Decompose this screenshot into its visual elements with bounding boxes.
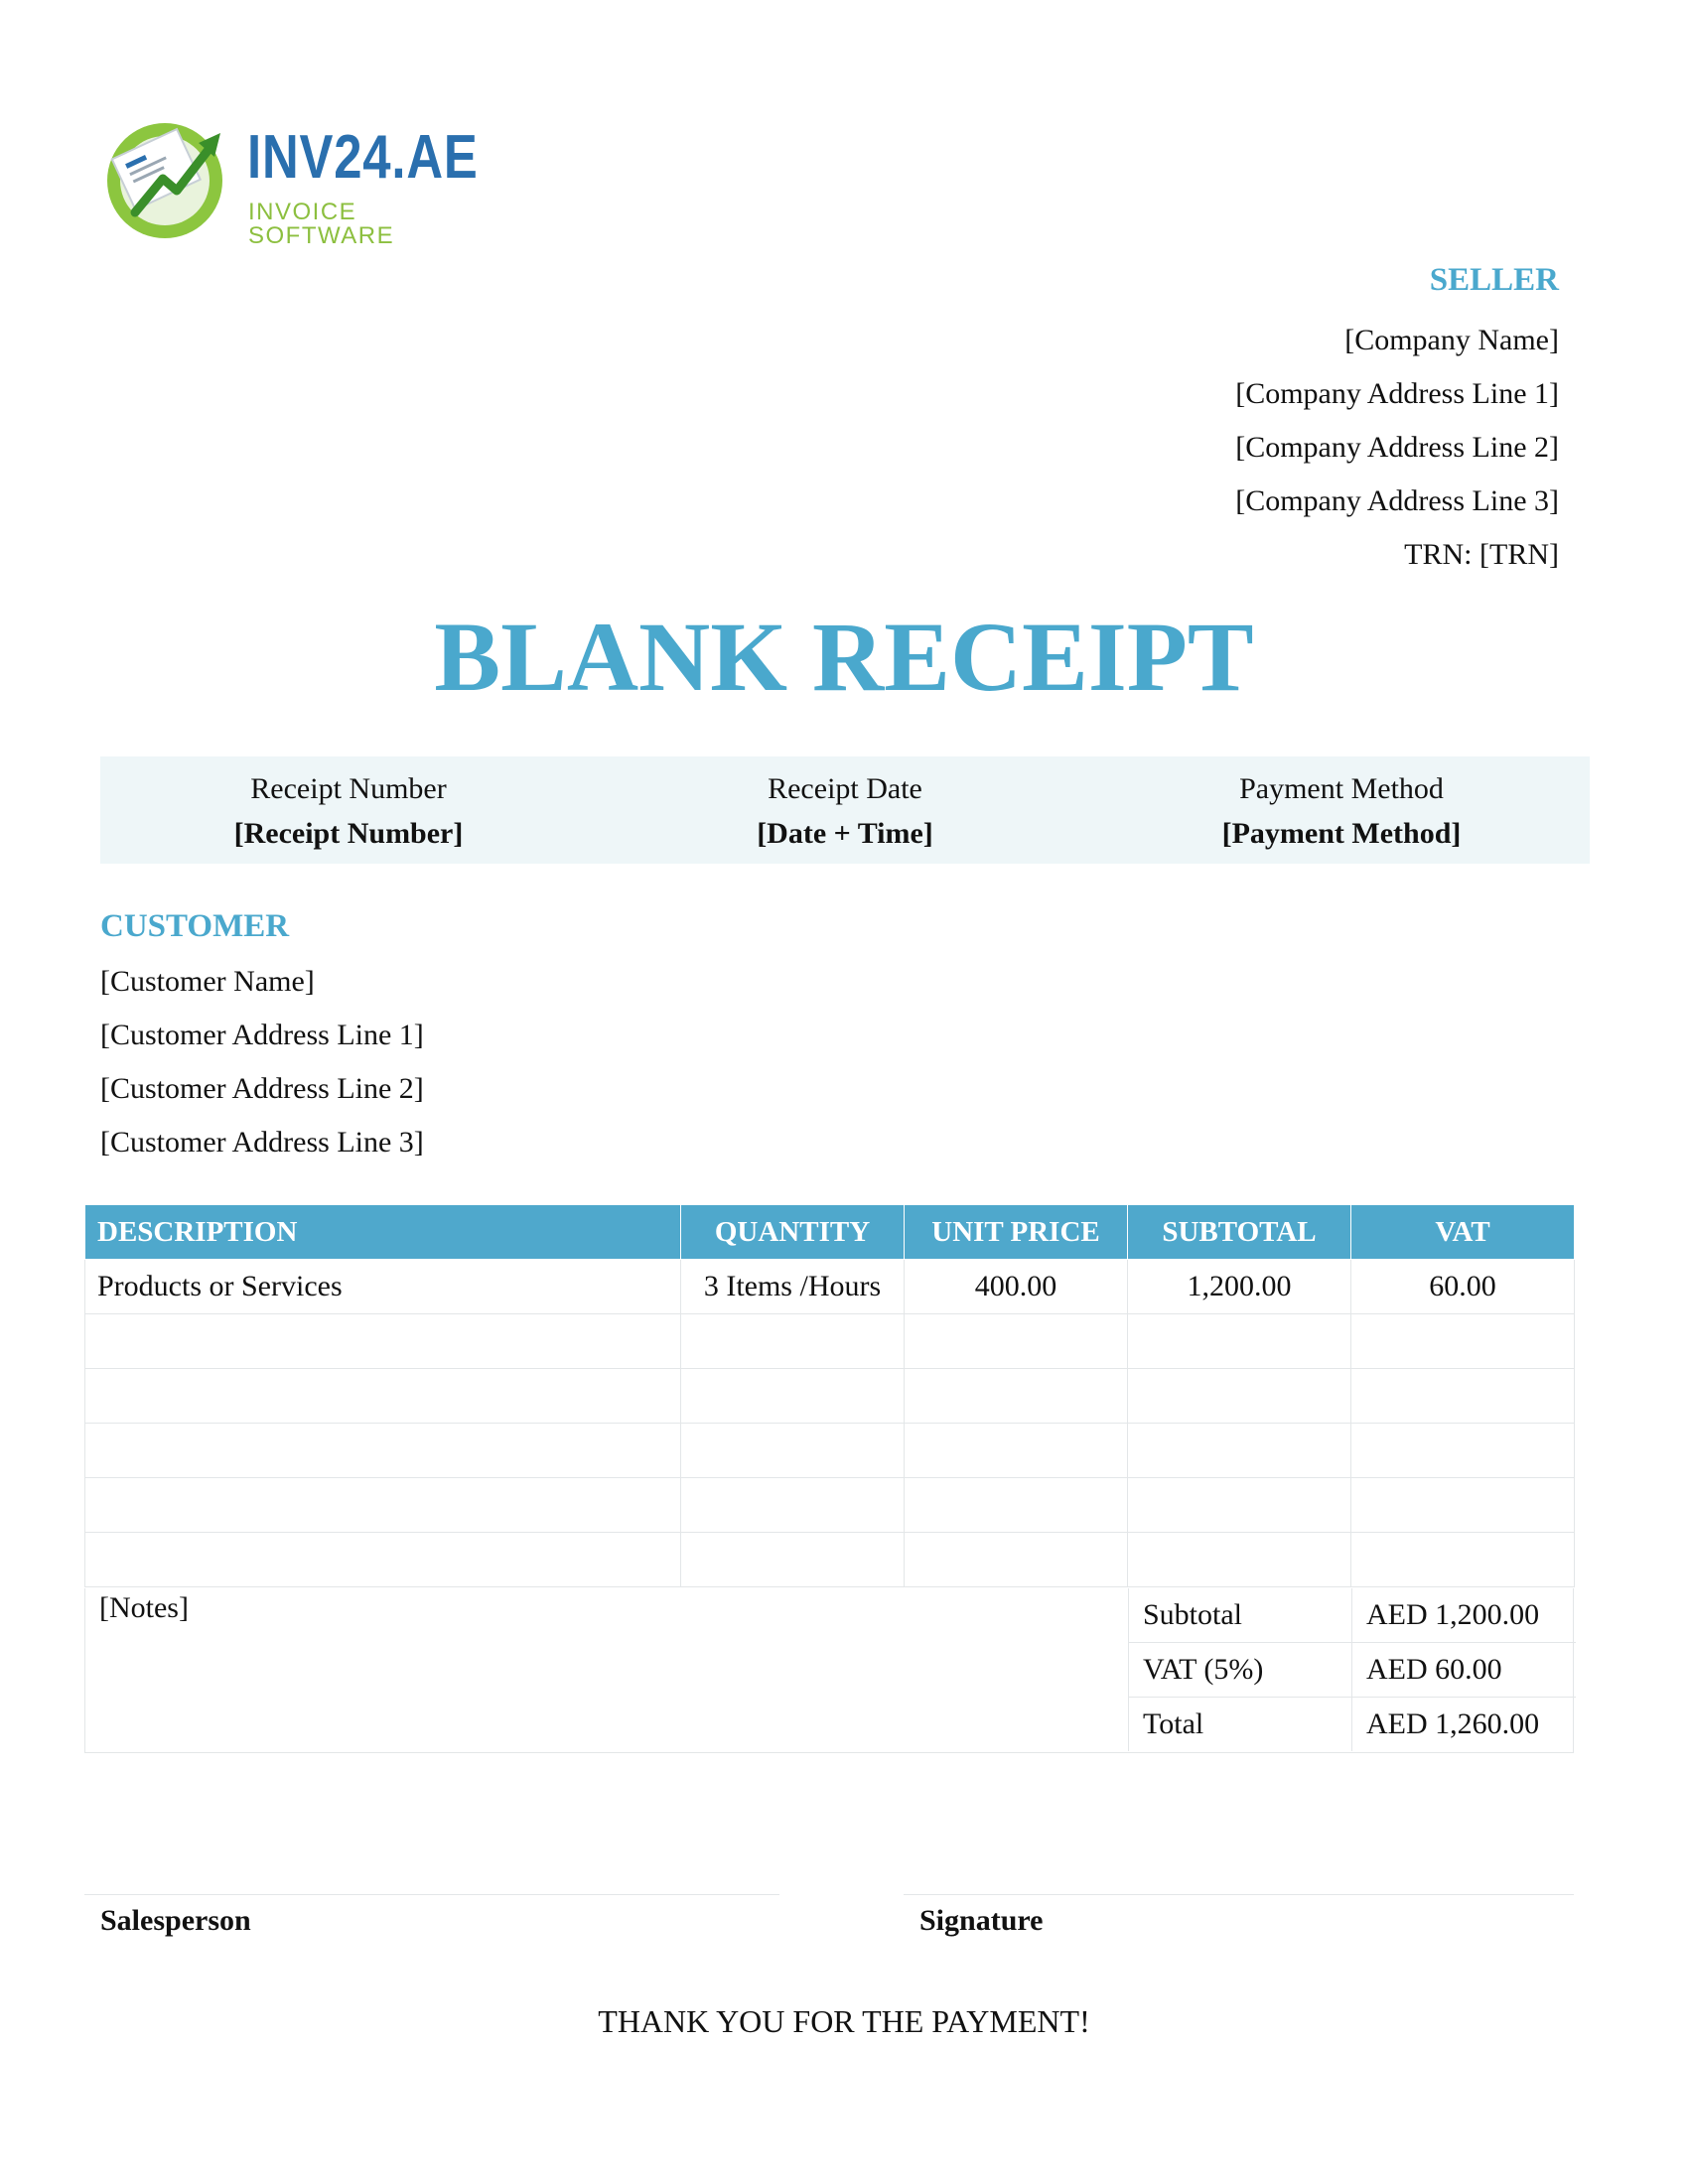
cell-quantity xyxy=(681,1369,905,1424)
thank-you-message: THANK YOU FOR THE PAYMENT! xyxy=(598,2003,1090,2039)
vat-value: AED 60.00 xyxy=(1352,1643,1576,1698)
subtotal-label: Subtotal xyxy=(1129,1588,1352,1643)
customer-label: CUSTOMER xyxy=(100,908,290,944)
table-row xyxy=(85,1369,1575,1424)
cell-vat xyxy=(1351,1478,1575,1533)
customer-address-line-2: [Customer Address Line 2] xyxy=(100,1072,424,1105)
cell-description xyxy=(85,1314,681,1369)
seller-address-line-3: [Company Address Line 3] xyxy=(1235,484,1559,517)
cell-quantity xyxy=(681,1478,905,1533)
column-header-quantity: QUANTITY xyxy=(681,1205,905,1260)
cell-quantity xyxy=(681,1314,905,1369)
cell-unit-price xyxy=(905,1424,1128,1478)
receipt-number-field xyxy=(100,756,597,864)
cell-subtotal xyxy=(1128,1314,1351,1369)
cell-description xyxy=(85,1424,681,1478)
cell-subtotal xyxy=(1128,1424,1351,1478)
subtotal-value: AED 1,200.00 xyxy=(1352,1588,1576,1643)
seller-address-line-1: [Company Address Line 1] xyxy=(1235,377,1559,410)
seller-trn: TRN: [TRN] xyxy=(1404,538,1559,571)
cell-subtotal xyxy=(1128,1478,1351,1533)
column-header-vat: VAT xyxy=(1351,1205,1575,1260)
cell-unit-price xyxy=(905,1478,1128,1533)
company-logo xyxy=(103,109,500,248)
table-row xyxy=(85,1533,1575,1587)
cell-description xyxy=(85,1369,681,1424)
cell-description xyxy=(85,1478,681,1533)
cell-vat: 60.00 xyxy=(1351,1260,1575,1314)
cell-unit-price xyxy=(905,1369,1128,1424)
customer-block xyxy=(100,901,424,1169)
customer-address-line-1: [Customer Address Line 1] xyxy=(100,1019,424,1051)
table-row xyxy=(85,1314,1575,1369)
receipt-date-field xyxy=(597,756,1093,864)
salesperson-label: Salesperson xyxy=(100,1904,251,1937)
cell-vat xyxy=(1351,1369,1575,1424)
salesperson-signature-line xyxy=(84,1894,779,1895)
totals-row-total xyxy=(1129,1698,1576,1752)
cell-quantity xyxy=(681,1533,905,1587)
signature-label: Signature xyxy=(919,1904,1044,1937)
cell-quantity: 3 Items /Hours xyxy=(681,1260,905,1314)
notes-text: [Notes] xyxy=(99,1591,189,1624)
seller-label: SELLER xyxy=(1429,262,1559,298)
cell-description xyxy=(85,1533,681,1587)
receipt-date-label: Receipt Date xyxy=(768,772,922,805)
items-table xyxy=(84,1204,1575,1587)
document-title: BLANK RECEIPT xyxy=(434,602,1254,712)
totals-row-subtotal xyxy=(1129,1588,1576,1643)
cell-vat xyxy=(1351,1424,1575,1478)
seller-company-name: [Company Name] xyxy=(1344,324,1559,356)
table-row xyxy=(85,1260,1575,1314)
column-header-unit-price: UNIT PRICE xyxy=(905,1205,1128,1260)
cell-subtotal xyxy=(1128,1533,1351,1587)
column-header-subtotal: SUBTOTAL xyxy=(1128,1205,1351,1260)
payment-method-field xyxy=(1093,756,1590,864)
invoice-arrow-logo-icon xyxy=(103,109,242,248)
receipt-number-label: Receipt Number xyxy=(250,772,447,805)
payment-method-label: Payment Method xyxy=(1239,772,1444,805)
total-value: AED 1,260.00 xyxy=(1352,1698,1576,1752)
table-row xyxy=(85,1478,1575,1533)
cell-subtotal xyxy=(1128,1369,1351,1424)
totals-row-vat xyxy=(1129,1643,1576,1698)
payment-method-value: [Payment Method] xyxy=(1221,817,1462,850)
cell-vat xyxy=(1351,1533,1575,1587)
notes-and-totals xyxy=(84,1588,1574,1753)
customer-address-line-3: [Customer Address Line 3] xyxy=(100,1126,424,1159)
logo-tagline: INVOICE SOFTWARE xyxy=(248,199,395,249)
signature-line xyxy=(904,1894,1574,1895)
cell-unit-price xyxy=(905,1314,1128,1369)
receipt-number-value: [Receipt Number] xyxy=(233,817,464,850)
receipt-date-value: [Date + Time] xyxy=(757,817,933,850)
cell-unit-price: 400.00 xyxy=(905,1260,1128,1314)
seller-address-line-2: [Company Address Line 2] xyxy=(1235,431,1559,464)
cell-unit-price xyxy=(905,1533,1128,1587)
customer-name: [Customer Name] xyxy=(100,965,315,998)
column-header-description: DESCRIPTION xyxy=(85,1205,681,1260)
cell-description: Products or Services xyxy=(85,1260,681,1314)
total-label: Total xyxy=(1129,1698,1352,1752)
totals-table xyxy=(1128,1588,1576,1751)
vat-label: VAT (5%) xyxy=(1129,1643,1352,1698)
receipt-info-band xyxy=(100,756,1590,864)
items-table-header-row xyxy=(85,1205,1575,1260)
table-row xyxy=(85,1424,1575,1478)
cell-vat xyxy=(1351,1314,1575,1369)
cell-quantity xyxy=(681,1424,905,1478)
cell-subtotal: 1,200.00 xyxy=(1128,1260,1351,1314)
seller-block xyxy=(963,260,1559,582)
logo-brand-text: INV24.AE xyxy=(247,123,479,192)
